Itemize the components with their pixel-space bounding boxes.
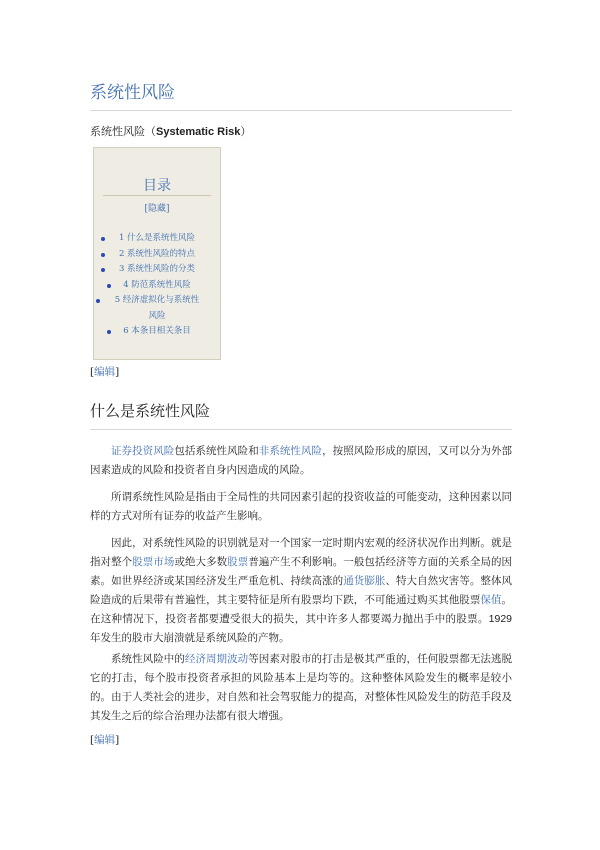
link-hedging[interactable]: 保值 [480,594,502,606]
toc-item-3[interactable]: 3 系统性风险的分类 [94,262,220,278]
toc-divider [103,195,211,196]
toc-item-5[interactable]: 5 经济虚拟化与系统性 [94,293,220,309]
subtitle-suffix: ） [240,125,252,138]
paragraph-4: 系统性风险中的经济周期波动等因素对股市的打击是极其严重的，任何股票都无法逃脱它的打击，每个股市投资者承担的风险基本上是均等的。这种整体风险发生的概率是较小的。由于人类社会的进步，对自然和社会驾驭能力的提高，对整体性风险发生的防范手段及其发生之后的综合治理办法都有很大增强。 [90,653,513,722]
paragraph-3: 因此，对系统性风险的识别就是对一个国家一定时期内宏观的经济状况作出判断。就是指对整个股票市场或绝大多数股票普遍产生不利影响。一般包括经济等方面的关系全局的因素。如世界经济或某国经济发生严重危机、持续高涨的通货膨胀、特大自然灾害等。整体风险造成的后果带有普遍性，其主要特征是所有股票均下跌，不可能通过购买其他股票保值。在这种情况下，投资者都要遭受很大的损失，其中许多人都要竭力抛出手中的股票。1929年发生的股市大崩溃就是系统风险的产物。 [90,537,513,644]
page-title: 系统性风险 [90,78,512,111]
section-heading: 什么是系统性风险 [90,400,512,430]
bullet-icon [107,284,111,288]
toc-hide-link[interactable]: [隐藏] [144,204,170,214]
toc-list [94,231,220,340]
bullet-icon [101,237,105,241]
bullet-icon [96,299,100,303]
link-securities-investment-risk[interactable]: 证券投资风险 [111,445,175,457]
bullet-icon [101,268,105,272]
link-economic-cycle[interactable]: 经济周期波动 [184,653,249,665]
year-value: 1929 [488,613,512,625]
subtitle-english: Systematic Risk [156,126,241,138]
link-unsystematic-risk[interactable]: 非系统性风险 [258,445,323,457]
edit-link-bottom: [编辑] [90,734,120,746]
link-stock[interactable]: 股票 [227,556,249,568]
edit-link[interactable]: 编辑 [94,734,116,746]
bullet-icon [107,330,111,334]
edit-link[interactable]: 编辑 [94,366,116,378]
toc-item-4[interactable]: 4 防范系统性风险 [94,278,220,294]
toc-item-2[interactable]: 2 系统性风险的特点 [94,247,220,263]
toc-item-5-continued[interactable]: 风险 [148,310,166,321]
table-of-contents [93,147,221,360]
edit-link-top: [编辑] [90,366,120,378]
link-stock-market[interactable]: 股票市场 [132,556,175,568]
article-subtitle [90,123,251,139]
paragraph-1: 证券投资风险包括系统性风险和非系统性风险，按照风险形成的原因，又可以分为外部因素造成的风险和投资者自身内因造成的风险。 [90,445,513,476]
subtitle-prefix: 系统性风险（ [90,125,156,138]
paragraph-2: 所谓系统性风险是指由于全局性的共同因素引起的投资收益的可能变动，这种因素以同样的方式对所有证券的收益产生影响。 [90,491,512,522]
toc-item-1[interactable]: 1 什么是系统性风险 [94,231,220,247]
toc-title: 目录 [143,178,171,194]
toc-item-6[interactable]: 6 本条目相关条目 [94,324,220,340]
link-inflation[interactable]: 通货膨胀 [343,575,386,587]
bullet-icon [101,253,105,257]
